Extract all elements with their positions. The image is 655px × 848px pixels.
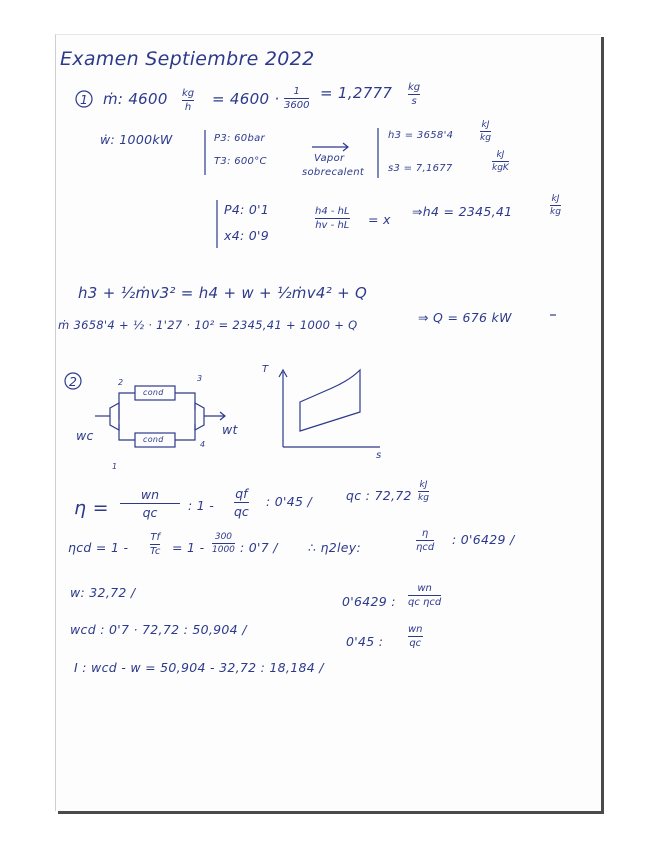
- qc-unit-num: kJ: [419, 480, 428, 490]
- p4: P4: 0'1: [224, 202, 270, 217]
- node-3: 3: [197, 374, 203, 383]
- h3-unit-den: kg: [480, 133, 491, 143]
- carnot-work: wcd : 0'7 · 72,72 : 50,904 /: [70, 622, 247, 637]
- ratio-num: wn: [417, 583, 432, 594]
- q-result: ⇒ Q = 676 kW: [418, 310, 512, 325]
- h3-unit: [480, 120, 491, 143]
- ratio-den: qc ηcd: [408, 597, 442, 608]
- result-unit: [408, 82, 420, 107]
- power-given: ẇ: 1000kW: [100, 132, 173, 147]
- t1000: 1000: [212, 545, 235, 555]
- eta-den: qc: [142, 505, 158, 520]
- h4-unit: [550, 194, 561, 217]
- quality-num: h4 - hL: [315, 206, 350, 217]
- ratio2-frac: [408, 624, 423, 649]
- eta-label: η =: [74, 497, 109, 519]
- eta-carnot-value: : 0'7 /: [240, 540, 278, 555]
- p3: P3: 60bar: [214, 133, 265, 144]
- h4-unit-num: kJ: [551, 194, 560, 204]
- wt-label: wt: [222, 422, 238, 437]
- qf-num: qf: [235, 486, 248, 501]
- eta-eq: : 1 -: [188, 498, 215, 513]
- eta-frac: [120, 487, 180, 520]
- vapor-label: Vapor: [314, 153, 345, 164]
- t300: 300: [214, 532, 233, 542]
- mass-flow: ṁ: 4600: [103, 90, 168, 108]
- problem1-number: 1: [80, 92, 89, 107]
- ratio2-num: wn: [408, 624, 423, 635]
- s3-unit: [492, 150, 509, 173]
- qf-frac: [234, 486, 249, 519]
- ratio-frac: [408, 583, 441, 608]
- axis-t: T: [262, 364, 269, 375]
- eta-num: wn: [140, 487, 160, 502]
- unit-den: h: [184, 102, 192, 113]
- t3: T3: 600°C: [214, 156, 267, 167]
- eta-carnot: ηcd = 1 -: [68, 540, 129, 555]
- result-unit-num: kg: [408, 82, 421, 93]
- node-2: 2: [118, 378, 124, 387]
- tf-den: Tc: [150, 546, 161, 557]
- wc-label: wc: [76, 428, 94, 443]
- node-1: 1: [112, 462, 118, 471]
- ratio2-lhs: 0'45 :: [346, 634, 384, 649]
- net-work: w: 32,72 /: [70, 585, 136, 600]
- frac-one: 1: [293, 86, 300, 97]
- irreversibility: I : wcd - w = 50,904 - 32,72 : 18,184 /: [74, 660, 324, 675]
- h3: h3 = 3658'4: [388, 130, 454, 141]
- qc-value: qc : 72,72: [346, 488, 412, 503]
- result-unit-den: s: [411, 96, 417, 107]
- s3-unit-num: kJ: [496, 150, 505, 160]
- tf-frac: [150, 532, 160, 557]
- s3-unit-den: kgK: [492, 163, 509, 173]
- tf-num: Tf: [150, 532, 160, 543]
- quality-den: hv - hL: [315, 220, 350, 231]
- energy-substitution: ṁ 3658'4 + ½ · 1'27 · 10² = 2345,41 + 1000 + Q: [58, 318, 358, 332]
- eta-carnot-eq: = 1 -: [172, 540, 205, 555]
- node-4: 4: [200, 440, 206, 449]
- temp-frac: [212, 532, 235, 555]
- problem2-number: 2: [69, 374, 78, 389]
- cond-bottom-label: cond: [143, 435, 164, 444]
- qc-unit-den: kg: [418, 493, 429, 503]
- eta2-frac: [416, 528, 434, 553]
- frac-3600: 3600: [284, 100, 310, 111]
- conversion-frac: [284, 86, 309, 111]
- page-title: Examen Septiembre 2022: [60, 48, 315, 70]
- unit-num: kg: [182, 88, 195, 99]
- quality-frac: [315, 206, 350, 231]
- eta2-value: : 0'6429 /: [452, 532, 515, 547]
- ratio-lhs: 0'6429 :: [342, 594, 396, 609]
- qf-den: qc: [234, 504, 249, 519]
- h3-unit-num: kJ: [481, 120, 490, 130]
- conversion-eq: = 4600 ·: [212, 90, 280, 108]
- energy-balance: h3 + ½ṁv3² = h4 + w + ½ṁv4² + Q: [78, 284, 368, 302]
- axis-s: s: [376, 450, 382, 461]
- x4: x4: 0'9: [224, 228, 269, 243]
- eta-second-law: ∴ η2ley:: [308, 540, 361, 555]
- quality-eq: = x: [368, 212, 391, 227]
- mass-flow-result: = 1,2777: [320, 84, 393, 102]
- mass-flow-unit: [182, 88, 194, 113]
- qc-unit: [418, 480, 429, 503]
- vapor-label-2: sobrecalent: [302, 167, 365, 178]
- s3: s3 = 7,1677: [388, 163, 453, 174]
- ratio2-den: qc: [409, 638, 422, 649]
- eta-value: : 0'45 /: [266, 494, 313, 509]
- h4: ⇒h4 = 2345,41: [412, 204, 513, 219]
- eta2-num: η: [421, 528, 429, 539]
- cond-top-label: cond: [143, 388, 164, 397]
- eta2-den: ηcd: [416, 542, 435, 553]
- h4-unit-den: kg: [550, 207, 561, 217]
